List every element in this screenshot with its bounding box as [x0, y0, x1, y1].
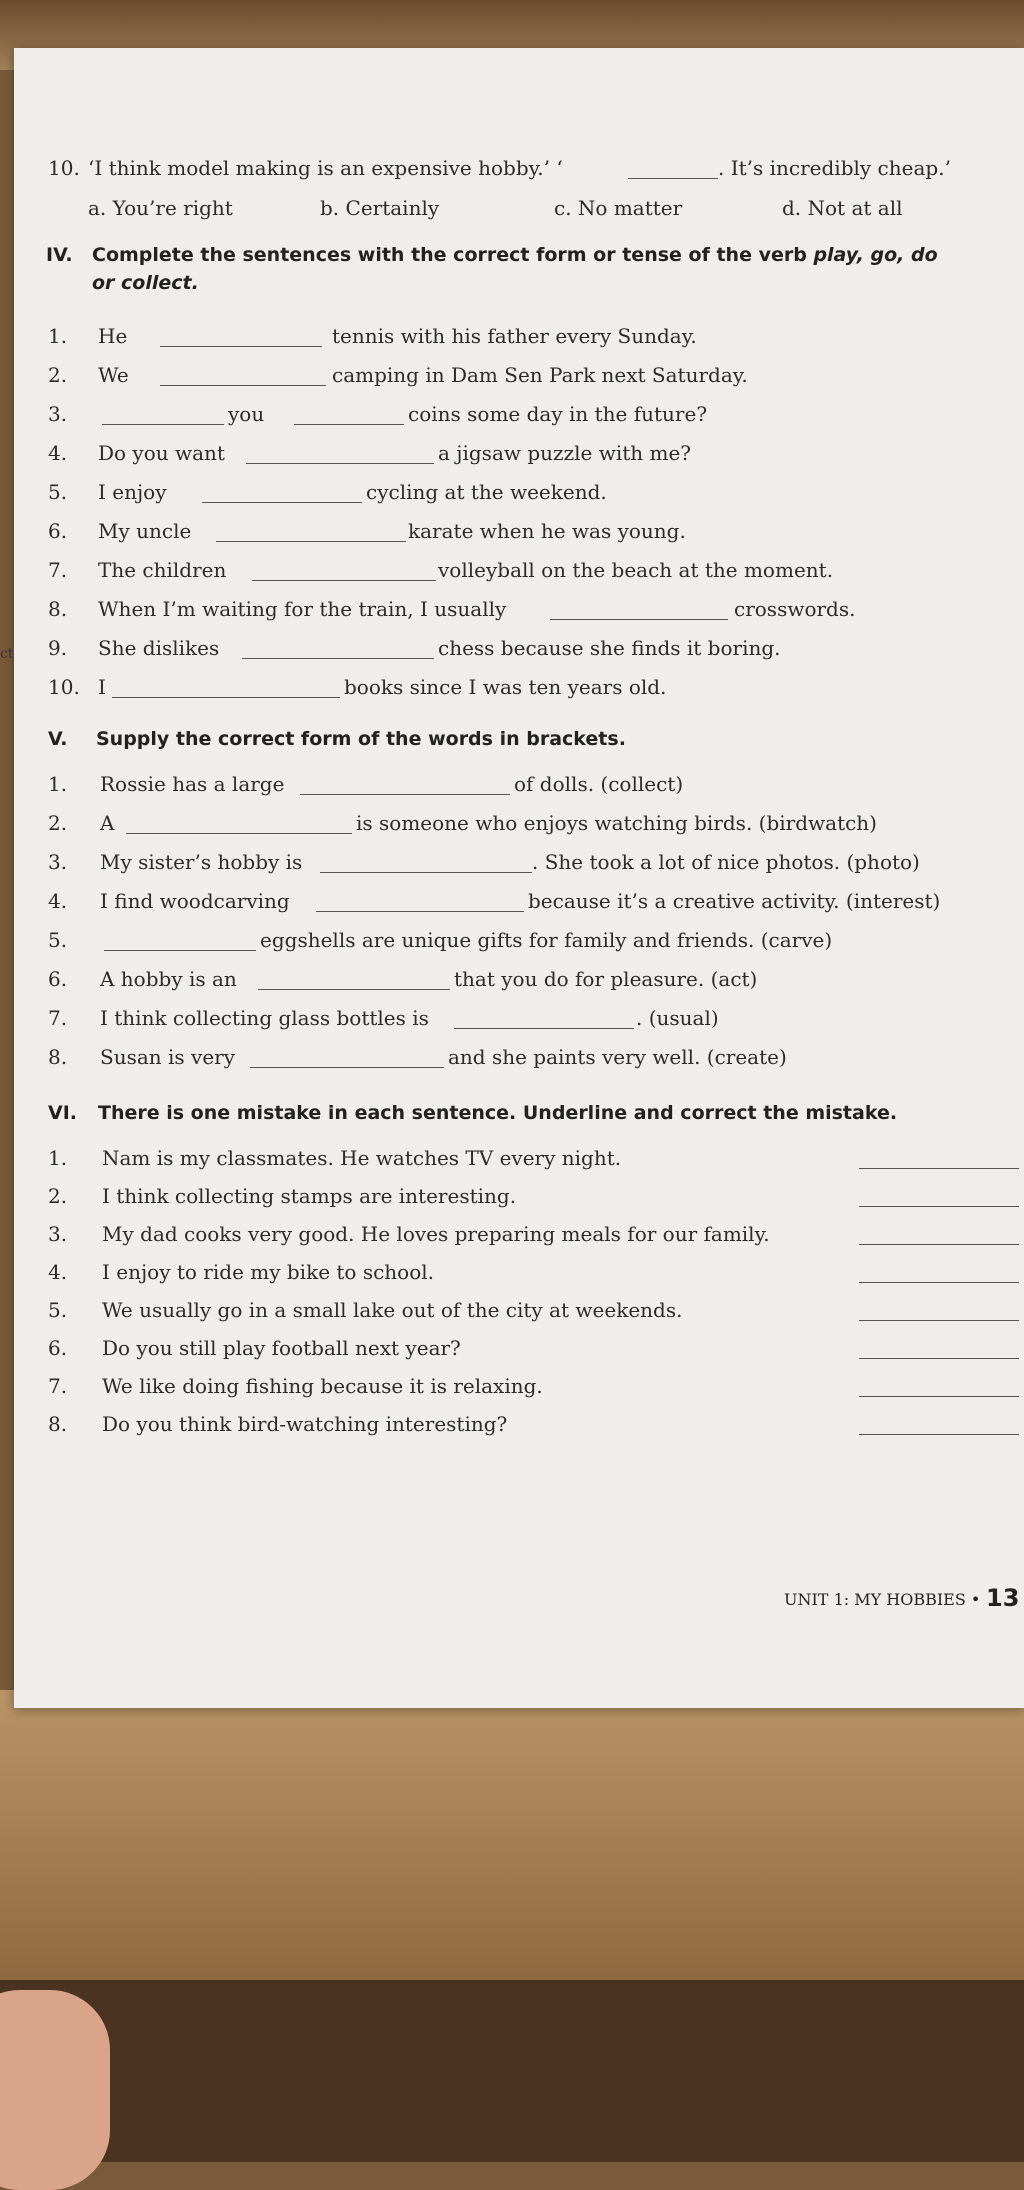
s4-item-1-blank[interactable] [160, 346, 322, 347]
s6-item-4-number: 4. [48, 1260, 68, 1284]
s4-item-6-number: 6. [48, 519, 68, 543]
s4-item-3-blank-2[interactable] [294, 424, 404, 425]
s5-item-6-text-b: that you do for pleasure. (act) [454, 967, 758, 991]
q10-text-end: . It’s incredibly cheap.’ [718, 156, 951, 180]
s6-item-6-text: Do you still play football next year? [102, 1336, 461, 1360]
s4-item-7-number: 7. [48, 558, 68, 582]
section6-number: VI. [48, 1102, 77, 1124]
s6-item-2-number: 2. [48, 1184, 68, 1208]
s4-item-2-blank[interactable] [160, 385, 326, 386]
s5-item-6-text-a: A hobby is an [100, 967, 237, 991]
section4-number: IV. [46, 244, 73, 266]
s4-item-2-text-b: camping in Dam Sen Park next Saturday. [332, 363, 748, 387]
section4-heading-line2: or collect. [92, 272, 199, 294]
s6-item-7-text: We like doing fishing because it is relaxing. [102, 1374, 543, 1398]
q10-option-b: b. Certainly [320, 196, 440, 220]
s4-item-10-blank[interactable] [112, 697, 340, 698]
s6-item-3-text: My dad cooks very good. He loves preparing meals for our family. [102, 1222, 770, 1246]
q10-text-start: ‘I think model making is an expensive hobby.’ ‘ [88, 156, 563, 180]
s5-item-7-text-a: I think collecting glass bottles is [100, 1006, 429, 1030]
section6-heading: There is one mistake in each sentence. Underline and correct the mistake. [98, 1102, 898, 1124]
s5-item-6-blank[interactable] [258, 989, 450, 990]
s4-item-3-blank-1[interactable] [102, 424, 224, 425]
s4-item-3-text-b: coins some day in the future? [408, 402, 708, 426]
s6-item-8-answer-line[interactable] [859, 1434, 1019, 1435]
s5-item-5-text-b: eggshells are unique gifts for family and friends. (carve) [260, 928, 833, 952]
s4-item-9-number: 9. [48, 636, 68, 660]
s5-item-1-text-a: Rossie has a large [100, 772, 285, 796]
s4-item-10-text-a: I [98, 675, 106, 699]
page-number: 13 [986, 1584, 1020, 1612]
s4-item-7-blank[interactable] [252, 580, 436, 581]
s6-item-6-answer-line[interactable] [859, 1358, 1019, 1359]
s6-item-7-answer-line[interactable] [859, 1396, 1019, 1397]
s6-item-4-answer-line[interactable] [859, 1282, 1019, 1283]
q10-blank[interactable] [628, 178, 718, 179]
s4-item-5-text-b: cycling at the weekend. [366, 480, 607, 504]
s4-item-6-text-a: My uncle [98, 519, 192, 543]
section5-heading: Supply the correct form of the words in brackets. [96, 728, 626, 750]
s6-item-5-text: We usually go in a small lake out of the city at weekends. [102, 1298, 683, 1322]
s5-item-8-number: 8. [48, 1045, 68, 1069]
s4-item-4-text-b: a jigsaw puzzle with me? [438, 441, 692, 465]
s5-item-3-text-b: . She took a lot of nice photos. (photo) [532, 850, 920, 874]
s4-item-7-text-b: volleyball on the beach at the moment. [438, 558, 834, 582]
s4-item-4-number: 4. [48, 441, 68, 465]
footer-unit: UNIT 1: MY HOBBIES • [784, 1590, 981, 1609]
s6-item-6-number: 6. [48, 1336, 68, 1360]
section4-heading-line1: Complete the sentences with the correct form or tense of the verb play, go, do [92, 244, 938, 266]
s6-item-2-answer-line[interactable] [859, 1206, 1019, 1207]
s5-item-4-text-b: because it’s a creative activity. (interest) [528, 889, 941, 913]
q10-number: 10. [48, 156, 80, 180]
s6-item-4-text: I enjoy to ride my bike to school. [102, 1260, 435, 1284]
s5-item-8-text-a: Susan is very [100, 1045, 236, 1069]
q10-option-a: a. You’re right [88, 196, 233, 220]
margin-mark: ct [0, 646, 14, 662]
s6-item-1-answer-line[interactable] [859, 1168, 1019, 1169]
s6-item-8-number: 8. [48, 1412, 68, 1436]
s4-item-1-text-b: tennis with his father every Sunday. [332, 324, 697, 348]
s5-item-1-blank[interactable] [300, 794, 510, 795]
background-edge [0, 1980, 1024, 2162]
s5-item-4-blank[interactable] [316, 911, 524, 912]
s4-item-10-text-b: books since I was ten years old. [344, 675, 667, 699]
s5-item-3-number: 3. [48, 850, 68, 874]
s5-item-8-blank[interactable] [250, 1067, 444, 1068]
s5-item-7-text-b: . (usual) [636, 1006, 719, 1030]
s5-item-5-blank[interactable] [104, 950, 256, 951]
s5-item-6-number: 6. [48, 967, 68, 991]
s4-item-9-blank[interactable] [242, 658, 434, 659]
s4-item-4-blank[interactable] [246, 463, 434, 464]
s4-item-3-number: 3. [48, 402, 68, 426]
s6-item-5-number: 5. [48, 1298, 68, 1322]
s4-item-8-blank[interactable] [550, 619, 728, 620]
s6-item-3-number: 3. [48, 1222, 68, 1246]
s5-item-2-text-b: is someone who enjoys watching birds. (birdwatch) [356, 811, 877, 835]
s6-item-8-text: Do you think bird-watching interesting? [102, 1412, 508, 1436]
s6-item-1-text: Nam is my classmates. He watches TV every night. [102, 1146, 622, 1170]
s4-item-1-number: 1. [48, 324, 68, 348]
s4-item-5-blank[interactable] [202, 502, 362, 503]
s6-item-2-text: I think collecting stamps are interesting. [102, 1184, 517, 1208]
s6-item-7-number: 7. [48, 1374, 68, 1398]
s5-item-4-text-a: I find woodcarving [100, 889, 290, 913]
s4-item-7-text-a: The children [98, 558, 227, 582]
s5-item-2-text-a: A [100, 811, 115, 835]
s4-item-2-number: 2. [48, 363, 68, 387]
s5-item-4-number: 4. [48, 889, 68, 913]
s4-item-2-text-a: We [98, 363, 129, 387]
section5-number: V. [48, 728, 68, 750]
s4-item-10-number: 10. [48, 675, 80, 699]
s4-item-4-text-a: Do you want [98, 441, 225, 465]
s4-item-8-text-a: When I’m waiting for the train, I usually [98, 597, 507, 621]
s5-item-5-number: 5. [48, 928, 68, 952]
s5-item-1-number: 1. [48, 772, 68, 796]
s5-item-2-blank[interactable] [126, 833, 352, 834]
s4-item-3-text-a: you [228, 402, 265, 426]
s4-item-8-number: 8. [48, 597, 68, 621]
s5-item-7-blank[interactable] [454, 1028, 634, 1029]
q10-option-d: d. Not at all [782, 196, 903, 220]
q10-option-c: c. No matter [554, 196, 683, 220]
s4-item-5-text-a: I enjoy [98, 480, 167, 504]
s6-item-5-answer-line[interactable] [859, 1320, 1019, 1321]
s5-item-7-number: 7. [48, 1006, 68, 1030]
s5-item-3-blank[interactable] [320, 872, 532, 873]
s4-item-6-blank[interactable] [216, 541, 406, 542]
s5-item-1-text-b: of dolls. (collect) [514, 772, 684, 796]
s5-item-8-text-b: and she paints very well. (create) [448, 1045, 787, 1069]
s4-item-9-text-b: chess because she finds it boring. [438, 636, 781, 660]
worksheet-page [14, 48, 1024, 1708]
s6-item-3-answer-line[interactable] [859, 1244, 1019, 1245]
finger [0, 1990, 110, 2190]
s5-item-3-text-a: My sister’s hobby is [100, 850, 303, 874]
s4-item-5-number: 5. [48, 480, 68, 504]
s4-item-9-text-a: She dislikes [98, 636, 220, 660]
s6-item-1-number: 1. [48, 1146, 68, 1170]
s4-item-8-text-b: crosswords. [734, 597, 856, 621]
s5-item-2-number: 2. [48, 811, 68, 835]
s4-item-6-text-b: karate when he was young. [408, 519, 686, 543]
s4-item-1-text-a: He [98, 324, 128, 348]
